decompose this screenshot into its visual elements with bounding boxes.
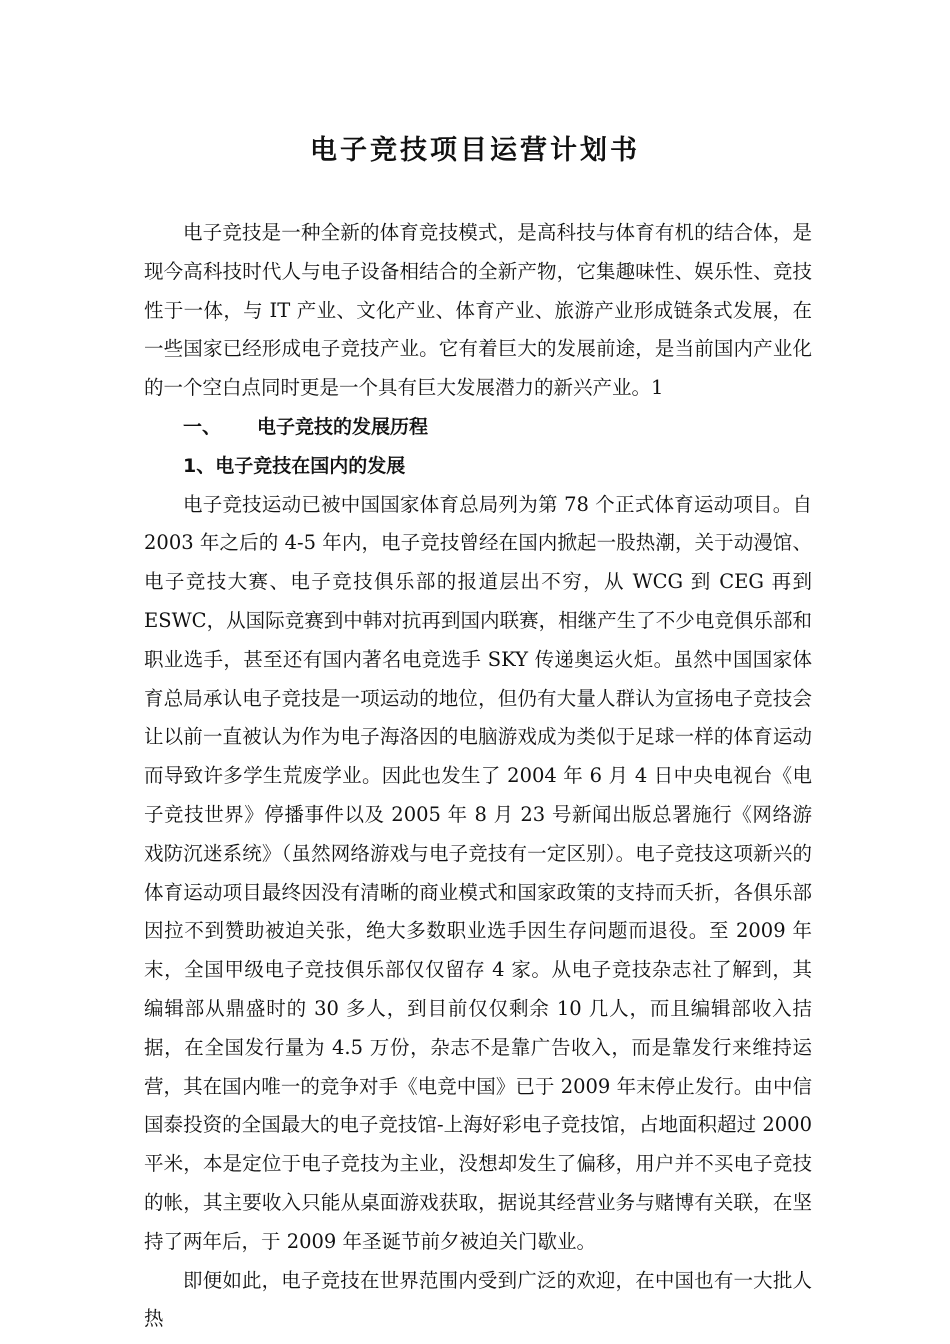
subsection-heading: 1、电子竞技在国内的发展	[183, 454, 406, 477]
section-number: 一、	[183, 415, 222, 438]
intro-paragraph: 电子竞技是一种全新的体育竞技模式，是高科技与体育有机的结合体，是现今高科技时代人与电子设备相结合的全新产物，它集趣味性、娱乐性、竞技性于一体，与 IT 产业、文化产业、体育产业、旅游产业形成链条式发展，在一些国家已经形成电子竞技产业。它有着巨大的发展前途，是当前国内产业化的一个空白点同时更是一个具有巨大发展潜力的新兴产业。1	[144, 221, 812, 400]
body-paragraph: 电子竞技运动已被中国国家体育总局列为第 78 个正式体育运动项目。自 2003 年之后的 4-5 年内，电子竞技曾经在国内掀起一股热潮，关于动漫馆、电子竞技大赛、电子竞技俱乐部的报道层出不穷，从 WCG 到 CEG 再到 ESWC，从国际竞赛到中韩对抗再到国内联赛，相继产生了不少电竞俱乐部和职业选手，甚至还有国内著名电竞选手 SKY 传递奥运火炬。虽然中国国家体育总局承认电子竞技是一项运动的地位，但仍有大量人群认为宣扬电子竞技会让以前一直被认为作为电子海洛因的电脑游戏成为类似于足球一样的体育运动而导致许多学生荒废学业。因此也发生了 2004 年 6 月 4 日中央电视台《电子竞技世界》停播事件以及 2005 年 8 月 23 号新闻出版总署施行《网络游戏防沉迷系统》（虽然网络游戏与电子竞技有一定区别）。电子竞技这项新兴的体育运动项目最终因没有清晰的商业模式和国家政策的支持而夭折，各俱乐部因拉不到赞助被迫关张，绝大多数职业选手因生存问题而退役。至 2009 年末，全国甲级电子竞技俱乐部仅仅留存 4 家。从电子竞技杂志社了解到，其编辑部从鼎盛时的 30 多人，到目前仅仅剩余 10 几人，而且编辑部收入拮据，在全国发行量为 4.5 万份，杂志不是靠广告收入，而是靠发行来维持运营，其在国内唯一的竞争对手《电竞中国》已于 2009 年末停止发行。由中信国泰投资的全国最大的电子竞技馆-上海好彩电子竞技馆，占地面积超过 2000 平米，本是定位于电子竞技为主业，没想却发生了偏移，用户并不买电子竞技的帐，其主要收入只能从桌面游戏获取，据说其经营业务与赌博有关联，在坚持了两年后，于 2009 年圣诞节前夕被迫关门歇业。	[144, 492, 812, 1253]
section-title: 电子竞技的发展历程	[257, 415, 429, 438]
document-title: 电子竞技项目运营计划书	[310, 135, 640, 166]
document-body	[144, 214, 812, 1339]
body-paragraph-continued: 即便如此，电子竞技在世界范围内受到广泛的欢迎，在中国也有一大批人热	[144, 1268, 812, 1331]
section-heading	[144, 408, 812, 447]
